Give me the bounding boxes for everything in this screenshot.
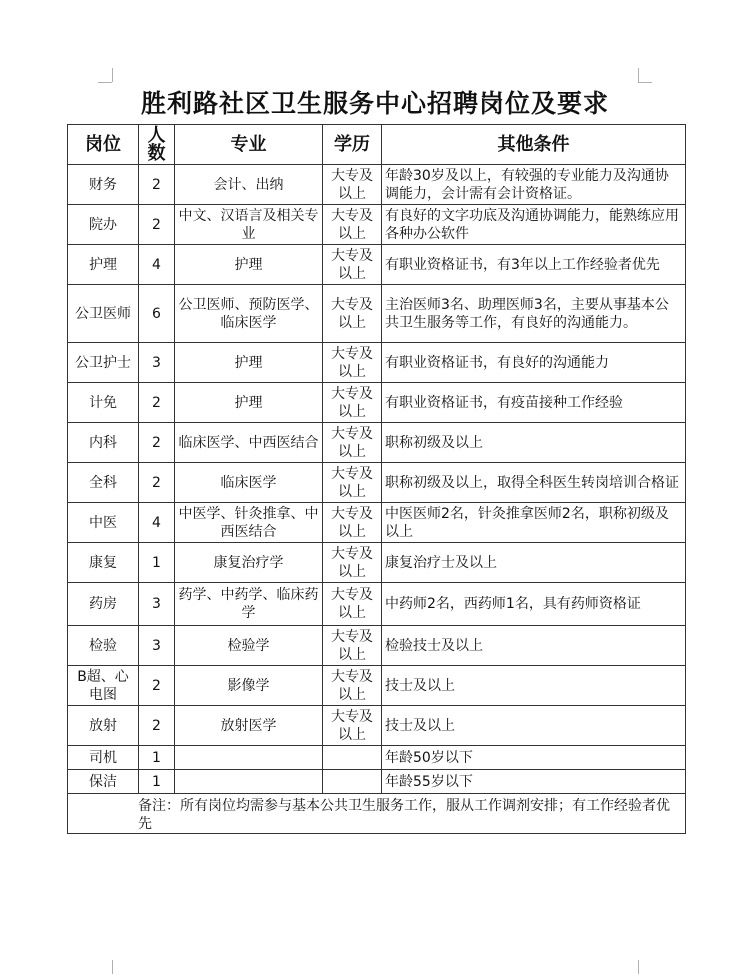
table-row [68, 423, 686, 463]
cell-major: 护理 [175, 343, 323, 383]
cell-count: 4 [139, 503, 175, 543]
cell-other: 康复治疗士及以上 [382, 543, 686, 583]
cell-count: 2 [139, 165, 175, 205]
cell-other: 检验技士及以上 [382, 626, 686, 666]
crop-mark [98, 82, 112, 83]
cell-education: 大专及以上 [323, 383, 382, 423]
cell-major [175, 746, 323, 770]
cell-count: 2 [139, 706, 175, 746]
cell-other: 职称初级及以上 [382, 423, 686, 463]
cell-education: 大专及以上 [323, 423, 382, 463]
cell-major: 中文、汉语言及相关专业 [175, 205, 323, 245]
table-row [68, 285, 686, 343]
cell-education: 大专及以上 [323, 543, 382, 583]
cell-education: 大专及以上 [323, 463, 382, 503]
note-text: 备注：所有岗位均需参与基本公共卫生服务工作，服从工作调剂安排；有工作经验者优先 [68, 794, 686, 834]
cell-position: 药房 [68, 583, 139, 626]
header-major: 专业 [175, 125, 323, 165]
cell-position: 全科 [68, 463, 139, 503]
cell-major: 会计、出纳 [175, 165, 323, 205]
cell-major: 护理 [175, 245, 323, 285]
table-row [68, 666, 686, 706]
cell-other: 主治医师3名、助理医师3名，主要从事基本公共卫生服务等工作，有良好的沟通能力。 [382, 285, 686, 343]
cell-education: 大专及以上 [323, 245, 382, 285]
table-header-row [68, 125, 686, 165]
cell-position: 检验 [68, 626, 139, 666]
cell-other: 有良好的文字功底及沟通协调能力，能熟练应用各种办公软件 [382, 205, 686, 245]
table-row [68, 205, 686, 245]
cell-major: 影像学 [175, 666, 323, 706]
cell-education: 大专及以上 [323, 626, 382, 666]
cell-other: 技士及以上 [382, 666, 686, 706]
cell-other: 有职业资格证书，有3年以上工作经验者优先 [382, 245, 686, 285]
table-row [68, 706, 686, 746]
cell-count: 2 [139, 666, 175, 706]
cell-count: 3 [139, 583, 175, 626]
cell-position: 保洁 [68, 770, 139, 794]
crop-mark [638, 960, 639, 974]
cell-count: 6 [139, 285, 175, 343]
table-row [68, 463, 686, 503]
crop-mark [112, 68, 113, 82]
cell-position: 计免 [68, 383, 139, 423]
cell-education [323, 770, 382, 794]
cell-other: 中医医师2名，针灸推拿医师2名，职称初级及以上 [382, 503, 686, 543]
cell-major: 检验学 [175, 626, 323, 666]
table-row [68, 770, 686, 794]
cell-position: 放射 [68, 706, 139, 746]
cell-count: 2 [139, 383, 175, 423]
cell-count: 3 [139, 626, 175, 666]
cell-education: 大专及以上 [323, 666, 382, 706]
cell-major: 药学、中药学、临床药学 [175, 583, 323, 626]
cell-other: 技士及以上 [382, 706, 686, 746]
cell-other: 有职业资格证书，有疫苗接种工作经验 [382, 383, 686, 423]
cell-education: 大专及以上 [323, 205, 382, 245]
cell-major: 康复治疗学 [175, 543, 323, 583]
cell-count: 2 [139, 463, 175, 503]
cell-education: 大专及以上 [323, 165, 382, 205]
cell-education: 大专及以上 [323, 285, 382, 343]
cell-major: 放射医学 [175, 706, 323, 746]
cell-major [175, 770, 323, 794]
crop-mark [112, 960, 113, 974]
cell-position: 院办 [68, 205, 139, 245]
cell-major: 临床医学 [175, 463, 323, 503]
recruitment-table [67, 124, 686, 834]
cell-other: 年龄50岁以下 [382, 746, 686, 770]
cell-education: 大专及以上 [323, 583, 382, 626]
cell-education [323, 746, 382, 770]
cell-count: 2 [139, 423, 175, 463]
cell-position: 内科 [68, 423, 139, 463]
cell-other: 年龄55岁以下 [382, 770, 686, 794]
page-title: 胜利路社区卫生服务中心招聘岗位及要求 [140, 89, 609, 118]
cell-major: 公卫医师、预防医学、临床医学 [175, 285, 323, 343]
crop-mark [638, 82, 652, 83]
header-education: 学历 [323, 125, 382, 165]
table-row [68, 583, 686, 626]
cell-education: 大专及以上 [323, 706, 382, 746]
note-row [68, 794, 686, 834]
cell-position: 中医 [68, 503, 139, 543]
cell-major: 护理 [175, 383, 323, 423]
cell-other: 中药师2名，西药师1名，具有药师资格证 [382, 583, 686, 626]
table-row [68, 165, 686, 205]
cell-count: 3 [139, 343, 175, 383]
table-row [68, 626, 686, 666]
cell-position: 护理 [68, 245, 139, 285]
crop-mark [638, 68, 639, 82]
table-row [68, 503, 686, 543]
cell-count: 4 [139, 245, 175, 285]
table-row [68, 746, 686, 770]
table-row [68, 343, 686, 383]
cell-count: 2 [139, 205, 175, 245]
cell-position: 公卫医师 [68, 285, 139, 343]
cell-position: 公卫护士 [68, 343, 139, 383]
header-count: 人 数 [139, 125, 175, 165]
cell-count: 1 [139, 543, 175, 583]
cell-education: 大专及以上 [323, 343, 382, 383]
cell-other: 年龄30岁及以上，有较强的专业能力及沟通协调能力，会计需有会计资格证。 [382, 165, 686, 205]
cell-position: B超、心电图 [68, 666, 139, 706]
cell-major: 临床医学、中西医结合 [175, 423, 323, 463]
cell-position: 康复 [68, 543, 139, 583]
table-row [68, 245, 686, 285]
cell-major: 中医学、针灸推拿、中西医结合 [175, 503, 323, 543]
cell-position: 司机 [68, 746, 139, 770]
cell-other: 职称初级及以上，取得全科医生转岗培训合格证 [382, 463, 686, 503]
cell-count: 1 [139, 770, 175, 794]
header-position: 岗位 [68, 125, 139, 165]
cell-position: 财务 [68, 165, 139, 205]
table-row [68, 543, 686, 583]
cell-education: 大专及以上 [323, 503, 382, 543]
cell-other: 有职业资格证书，有良好的沟通能力 [382, 343, 686, 383]
header-other: 其他条件 [382, 125, 686, 165]
table-row [68, 383, 686, 423]
cell-count: 1 [139, 746, 175, 770]
